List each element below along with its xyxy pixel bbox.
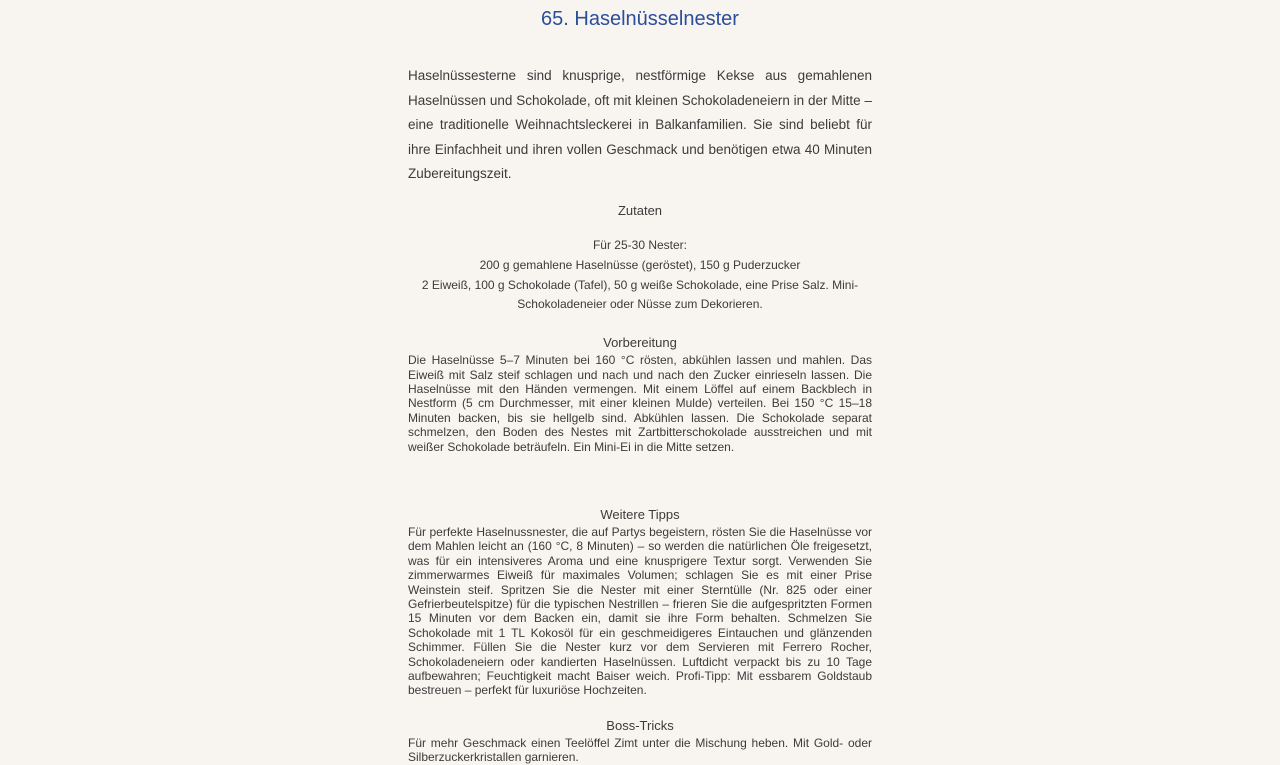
section-zutaten (408, 203, 872, 315)
recipe-intro-paragraph: Haselnüssesterne sind knusprige, nestförmige Kekse aus gemahlenen Haselnüssen und Schokolade, oft mit kleinen Schokoladeneiern in der Mitte – eine traditionelle Weihnachtsleckerei in Balkanfamilien. Sie sind beliebt für ihre Einfachheit und ihren vollen Geschmack und benötigen etwa 40 Minuten Zubereitungszeit. (408, 68, 872, 182)
boss-tricks-heading: Boss-Tricks (606, 717, 674, 733)
vorbereitung-heading: Vorbereitung (603, 335, 677, 351)
recipe-title: 65. Haselnüsselnester (541, 8, 739, 30)
zutaten-heading: Zutaten (617, 202, 663, 218)
section-weitere-tipps (408, 507, 872, 698)
boss-tricks-paragraph: Für mehr Geschmack einen Teelöffel Zimt unter die Mischung heben. Mit Gold- oder Silberzuckerkristallen garnieren. (408, 735, 872, 765)
weitere-tipps-heading: Weitere Tipps (600, 507, 680, 522)
ingredients-line: 2 Eiweiß, 100 g Schokolade (Tafel), 50 g weiße Schokolade, eine Prise Salz. Mini-Schokoladeneier oder Nüsse zum Dekorieren. (421, 277, 859, 312)
serving-yield-line: Für 25-30 Nester: (592, 237, 688, 252)
section-vorbereitung (408, 335, 872, 454)
vorbereitung-paragraph: Die Haselnüsse 5–7 Minuten bei 160 °C rösten, abkühlen lassen und mahlen. Das Eiweiß mit Salz steif schlagen und nach und nach den Zucker einrieseln lassen. Die Haselnüsse mit den Händen vermengen. Mit einem Löffel auf einem Backblech in Nestform (5 cm Durchmesser, mit einer kleinen Mulde) verteilen. Bei 150 °C 15–18 Minuten backen, bis sie hellgelb sind. Abkühlen lassen. Die Schokolade separat schmelzen, den Boden des Nestes mit Zartbitterschokolade ausstreichen und mit weißer Schokolade beträufeln. Ein Mini-Ei in die Mitte setzen. (408, 353, 872, 454)
weitere-tipps-paragraph: Für perfekte Haselnussnester, die auf Partys begeistern, rösten Sie die Haselnüsse vor dem Mahlen leicht an (160 °C, 8 Minuten) – so werden die natürlichen Öle freigesetzt, was für ein intensiveres Aroma und eine knusprigere Textur sorgt. Verwenden Sie zimmerwarmes Eiweiß für maximales Volumen; schlagen Sie es mit einer Prise Weinstein steif. Spritzen Sie die Nester mit einer Sterntülle (Nr. 825 oder einer Gefrierbeutelspitze) für die typischen Nestrillen – frieren Sie die aufgespritzten Formen 15 Minuten vor dem Backen ein, damit sie ihre Form behalten. Schmelzen Sie Schokolade mit 1 TL Kokosöl für ein geschmeidigeres Eintauchen und glänzenden Schimmer. Füllen Sie die Nester kurz vor dem Servieren mit Ferrero Rocher, Schokoladeneiern oder kandierten Haselnüssen. Luftdicht verpackt bis zu 10 Tage aufbewahren; Feuchtigkeit macht Baiser weich. Profi-Tipp: Mit essbarem Goldstaub bestreuen – perfekt für luxuriöse Hochzeiten. (408, 525, 872, 698)
ingredients-line: 200 g gemahlene Haselnüsse (geröstet), 150 g Puderzucker (479, 257, 801, 272)
recipe-content-column (408, 0, 872, 765)
section-boss-tricks (408, 718, 872, 765)
